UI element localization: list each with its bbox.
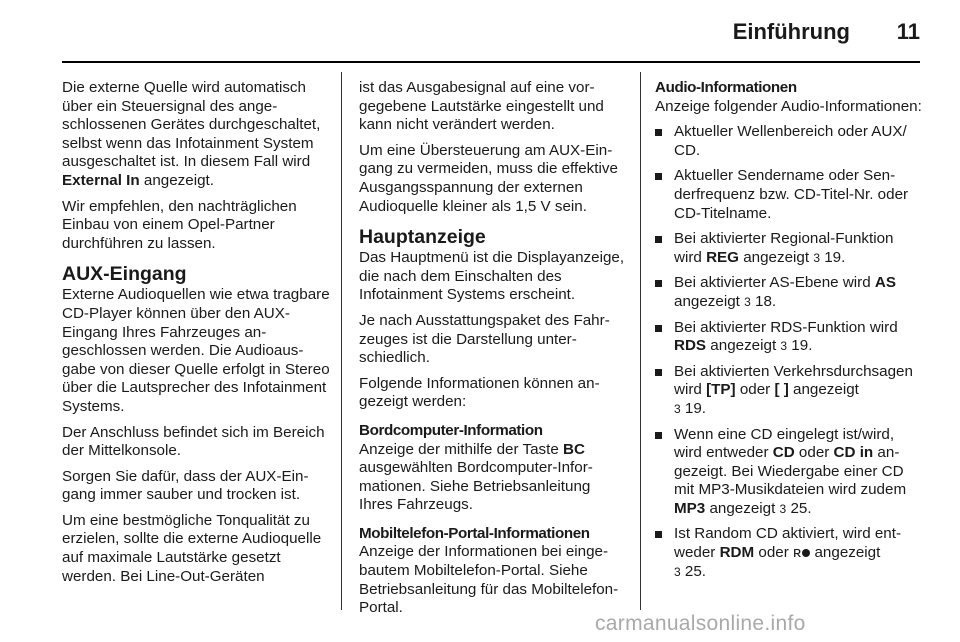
column-divider-1 xyxy=(341,72,342,610)
heading-aux-eingang: AUX-Eingang xyxy=(62,263,187,286)
column-middle xyxy=(359,79,625,625)
list-item: Ist Random CD aktiviert, wird entweder RDM oder ʀ angezeigt 3 25. xyxy=(655,525,923,581)
paragraph-aux-clean: Sorgen Sie dafür, dass der AUX-Eingang immer sauber und trocken ist. xyxy=(62,467,309,504)
paragraph-aux-volume: Um eine bestmögliche Tonqualität zu erzielen, sollte die externe Audioquelle auf maximale Lautstärke gesetzt werden. Bei Line-Out-Geräten xyxy=(62,511,322,585)
term-external-in: External In xyxy=(62,171,140,189)
paragraph-line-out: ist das Ausgabesignal auf eine vorgegebene Lautstärke eingestellt und kann nicht verändert werden. xyxy=(359,79,604,134)
heading-bordcomputer: Bordcomputer-Information xyxy=(359,421,543,439)
list-item: Bei aktivierten Verkehrsdurchsagen wird [TP] oder [ ] angezeigt 3 19. xyxy=(655,363,923,419)
watermark: carmanualsonline.info xyxy=(595,612,806,635)
page-number: 11 xyxy=(896,19,920,44)
audio-info-list xyxy=(655,123,923,581)
page-reference-icon: 3 xyxy=(813,250,820,265)
list-item: Aktueller Wellenbereich oder AUX/ CD. xyxy=(655,123,923,160)
paragraph-following: Folgende Informationen können angezeigt werden: xyxy=(359,374,600,411)
page-reference-icon: 3 xyxy=(779,501,787,516)
page-reference-icon: 3 xyxy=(780,339,788,354)
page-header-title: Einführung xyxy=(732,19,850,44)
page-reference-icon: 3 xyxy=(744,294,751,309)
paragraph-aux-location: Der Anschluss befindet sich im Bereich der Mittelkonsole. xyxy=(62,423,325,460)
random-mode-icon: ʀ xyxy=(793,544,810,561)
list-item: Bei aktivierter RDS-Funktion wird RDS angezeigt 3 19. xyxy=(655,319,923,356)
heading-mobiltelefon: Mobiltelefon-Portal-Informationen xyxy=(359,524,590,542)
list-item: Bei aktivierter AS-Ebene wird AS angezeigt 3 18. xyxy=(655,274,923,311)
paragraph-external-source: Die externe Quelle wird automatisch über ein Steuersignal des angeschlossenen Gerätes durchgeschaltet, selbst wenn das Infotainment System ausgeschaltet ist. In diesem Fall wird External In angezeigt. xyxy=(62,79,321,189)
column-left xyxy=(62,79,330,593)
paragraph-aux-intro: Externe Audioquellen wie etwa tragbare CD-Player können über den AUX-Eingang Ihres Fahrzeuges angeschlossen werden. Die Audioausgabe von dieser Quelle erfolgt in Stereo über die Lautsprecher des Infotainment Systems. xyxy=(62,286,330,415)
paragraph-audio-intro: Anzeige folgender Audio-Informationen: xyxy=(655,97,922,115)
list-item: Bei aktivierter Regional-Funktion wird REG angezeigt 3 19. xyxy=(655,230,923,267)
paragraph-overdrive: Um eine Übersteuerung am AUX-Eingang zu vermeiden, muss die effektive Ausgangsspannung der externen Audioquelle kleiner als 1,5 V sein. xyxy=(359,141,618,215)
term-bc: BC xyxy=(563,440,585,458)
heading-audio-informationen: Audio-Informationen xyxy=(655,79,797,96)
header-rule xyxy=(62,61,920,63)
paragraph-bordcomputer: Anzeige der mithilfe der Taste BC ausgewählten Bordcomputer-Informationen. Siehe Betriebsanleitung Ihres Fahrzeugs. xyxy=(359,440,593,514)
column-right xyxy=(655,79,923,588)
page-reference-icon: 3 xyxy=(674,564,681,579)
list-item: Wenn eine CD eingelegt ist/wird, wird entweder CD oder CD in angezeigt. Bei Wiedergabe einer CD mit MP3-Musikdateien wird zudem MP3 angezeigt 3 25. xyxy=(655,426,923,519)
page-reference-icon: 3 xyxy=(674,401,681,416)
paragraph-recommendation: Wir empfehlen, den nachträglichen Einbau von einem Opel-Partner durchführen zu lassen. xyxy=(62,197,297,252)
paragraph-main-menu: Das Hauptmenü ist die Displayanzeige, die nach dem Einschalten des Infotainment Systems erscheint. xyxy=(359,249,625,304)
heading-hauptanzeige: Hauptanzeige xyxy=(359,226,486,249)
paragraph-equipment: Je nach Ausstattungspaket des Fahrzeuges ist die Darstellung unterschiedlich. xyxy=(359,311,610,367)
paragraph-mobiltelefon: Anzeige der Informationen bei eingebautem Mobiltelefon-Portal. Siehe Betriebsanleitung für das Mobiltelefon-Portal. xyxy=(359,543,619,617)
list-item: Aktueller Sendername oder Senderfrequenz bzw. CD-Titel-Nr. oder CD-Titelname. xyxy=(655,167,923,223)
column-divider-2 xyxy=(640,72,641,610)
